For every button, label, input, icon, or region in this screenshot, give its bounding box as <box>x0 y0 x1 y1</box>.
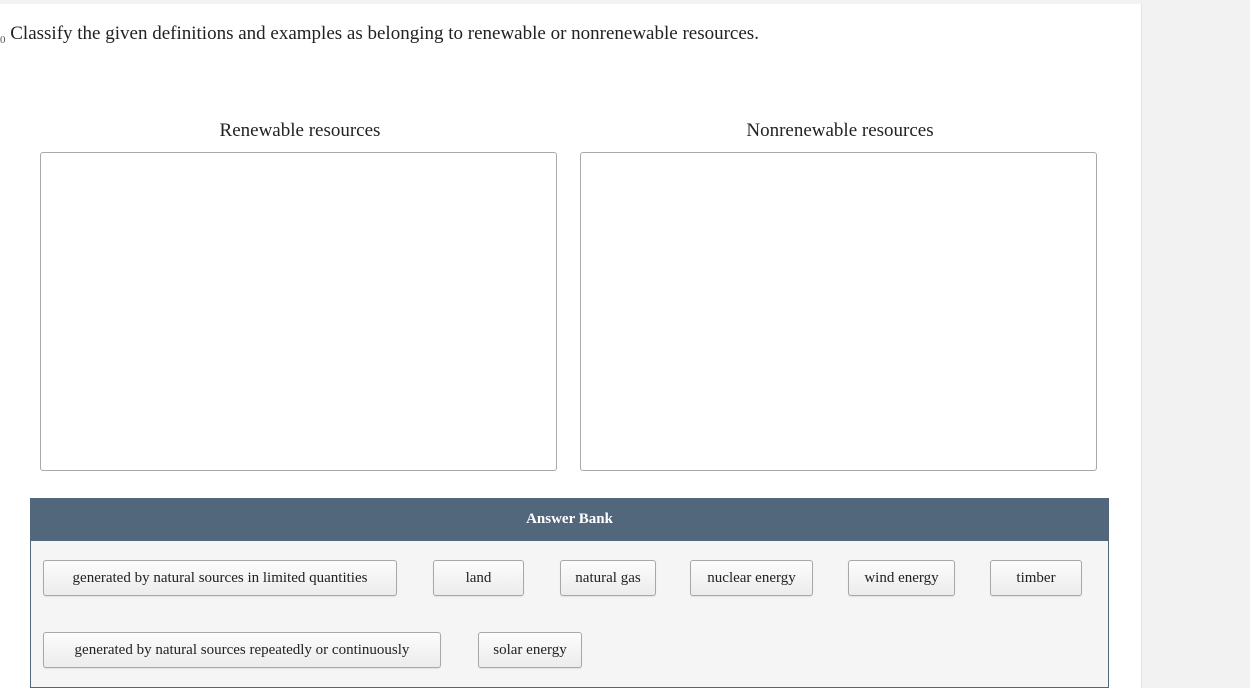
question-panel <box>0 4 1142 688</box>
answer-chip-natural-gas[interactable]: natural gas <box>560 560 656 596</box>
renewable-bin-label: Renewable resources <box>219 120 381 141</box>
answer-chip-solar-energy[interactable]: solar energy <box>478 632 582 668</box>
answer-bank <box>30 541 1109 688</box>
question-bullet: 0 <box>0 34 6 46</box>
nonrenewable-bin-label: Nonrenewable resources <box>746 120 934 141</box>
answer-chip-land[interactable]: land <box>433 560 524 596</box>
question-prompt <box>0 23 759 46</box>
question-text: Classify the given definitions and examples as belonging to renewable or nonrenewable resources. <box>10 23 759 44</box>
nonrenewable-drop-zone[interactable] <box>580 152 1097 471</box>
renewable-drop-zone[interactable] <box>40 152 557 471</box>
answer-chip-repeatedly-continuously[interactable]: generated by natural sources repeatedly or continuously <box>43 632 441 668</box>
answer-chip-limited-quantities[interactable]: generated by natural sources in limited quantities <box>43 560 397 596</box>
answer-chip-wind-energy[interactable]: wind energy <box>848 560 955 596</box>
answer-chip-timber[interactable]: timber <box>990 560 1082 596</box>
answer-chip-nuclear-energy[interactable]: nuclear energy <box>690 560 813 596</box>
answer-bank-header: Answer Bank <box>30 498 1109 541</box>
